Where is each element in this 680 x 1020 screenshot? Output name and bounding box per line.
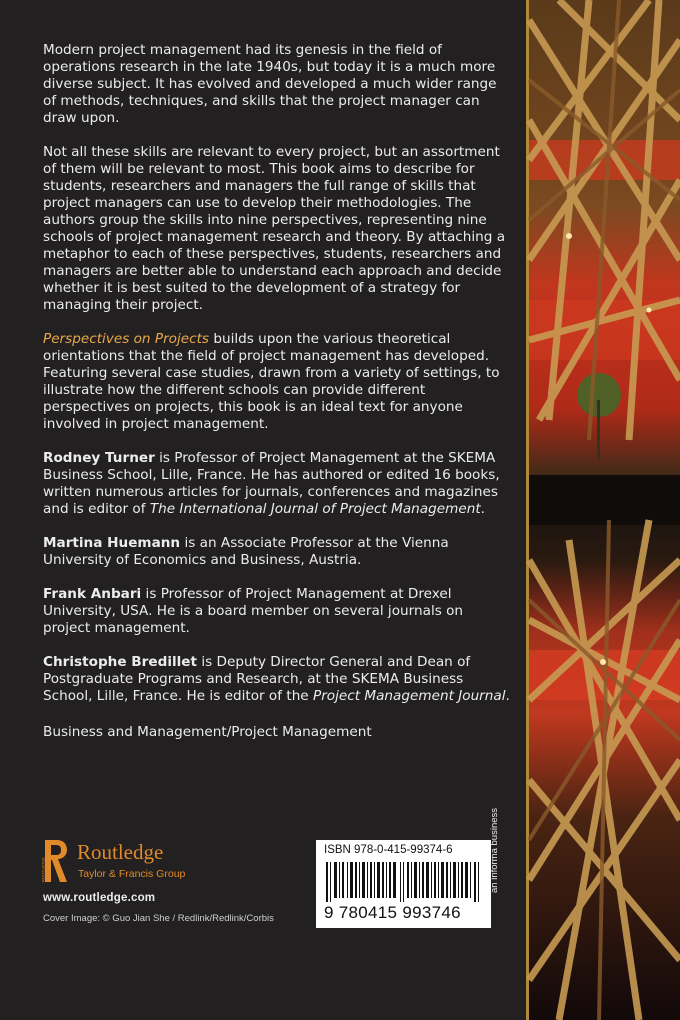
isbn-barcode-box xyxy=(316,840,491,928)
book-title-highlight: Perspectives on Projects xyxy=(43,331,209,347)
punctuation: . xyxy=(505,688,510,704)
author-bio-text: is an Associate Professor at the Vienna University of Economics and Business, Austria. xyxy=(43,535,449,568)
publisher-name: Routledge xyxy=(77,840,164,864)
author-bio-text: is Professor of Project Management at Drexel University, USA. He is a board member on several journals on project management. xyxy=(43,586,464,636)
description-paragraph xyxy=(43,42,513,127)
author-bio xyxy=(43,654,513,705)
publisher-url: www.routledge.com xyxy=(43,892,156,904)
isbn-digits: 9 780415 993746 xyxy=(324,903,461,922)
author-bio xyxy=(43,535,513,569)
author-name: Christophe Bredillet xyxy=(43,654,198,670)
author-name: Rodney Turner xyxy=(43,450,155,466)
stadium-lattice-image xyxy=(529,0,680,1020)
author-bio-text: is Deputy Director General and Dean of Postgraduate Programs and Research, at the SKEMA Business School, Lille, France. He is editor of the xyxy=(43,654,471,704)
cover-image-credit: Cover Image: © Guo Jian She / Redlink/Redlink/Corbis xyxy=(43,913,274,924)
logo-vertical-text: ROUTLEDGE xyxy=(40,857,46,882)
author-bio xyxy=(43,450,513,518)
journal-title: The International Journal of Project Management xyxy=(149,501,481,517)
cover-photo xyxy=(529,0,680,1020)
isbn-label: ISBN 978-0-415-99374-6 xyxy=(324,844,453,856)
author-bio-text: is Professor of Project Management at the SKEMA Business School, Lille, France. He has authored or edited 16 books, written numerous articles for journals, conferences and magazines and is editor of xyxy=(43,450,500,517)
journal-title: Project Management Journal xyxy=(313,688,506,704)
punctuation: . xyxy=(480,501,485,517)
paragraph-text: builds upon the various theoretical orientations that the field of project management has developed. Featuring several case studies, drawn from a variety of settings, to illustrate how the different schools can provide different perspectives on projects, this book is an ideal text for anyone involved in project management. xyxy=(43,331,500,432)
routledge-logo xyxy=(40,838,223,886)
subject-category: Business and Management/Project Management xyxy=(43,724,372,740)
author-name: Frank Anbari xyxy=(43,586,142,602)
author-bio xyxy=(43,586,513,637)
author-name: Martina Huemann xyxy=(43,535,181,551)
barcode xyxy=(326,862,481,902)
description-text xyxy=(43,42,513,722)
paragraph-text: Modern project management had its genesis in the field of operations research in the late 1940s, but today it is a much more diverse subject. It has evolved and developed a much wider range of methods, techniques, and skills that the project manager can draw upon. xyxy=(43,42,497,126)
paragraph-text: Not all these skills are relevant to every project, but an assortment of them will be relevant to most. This book aims to describe for students, researchers and managers the full range of skills that project managers can use to develop their methodologies. The authors group the skills into nine perspectives, representing nine schools of project management research and theory. By attaching a metaphor to each of these perspectives, students, researchers and managers are better able to understand each approach and decide whether it is best suited to the development of a strategy for managing their project. xyxy=(43,144,506,313)
publisher-group: Taylor & Francis Group xyxy=(78,868,186,880)
description-paragraph xyxy=(43,331,513,433)
informa-label xyxy=(489,853,503,893)
routledge-r-icon xyxy=(40,838,69,884)
description-paragraph xyxy=(43,144,513,314)
